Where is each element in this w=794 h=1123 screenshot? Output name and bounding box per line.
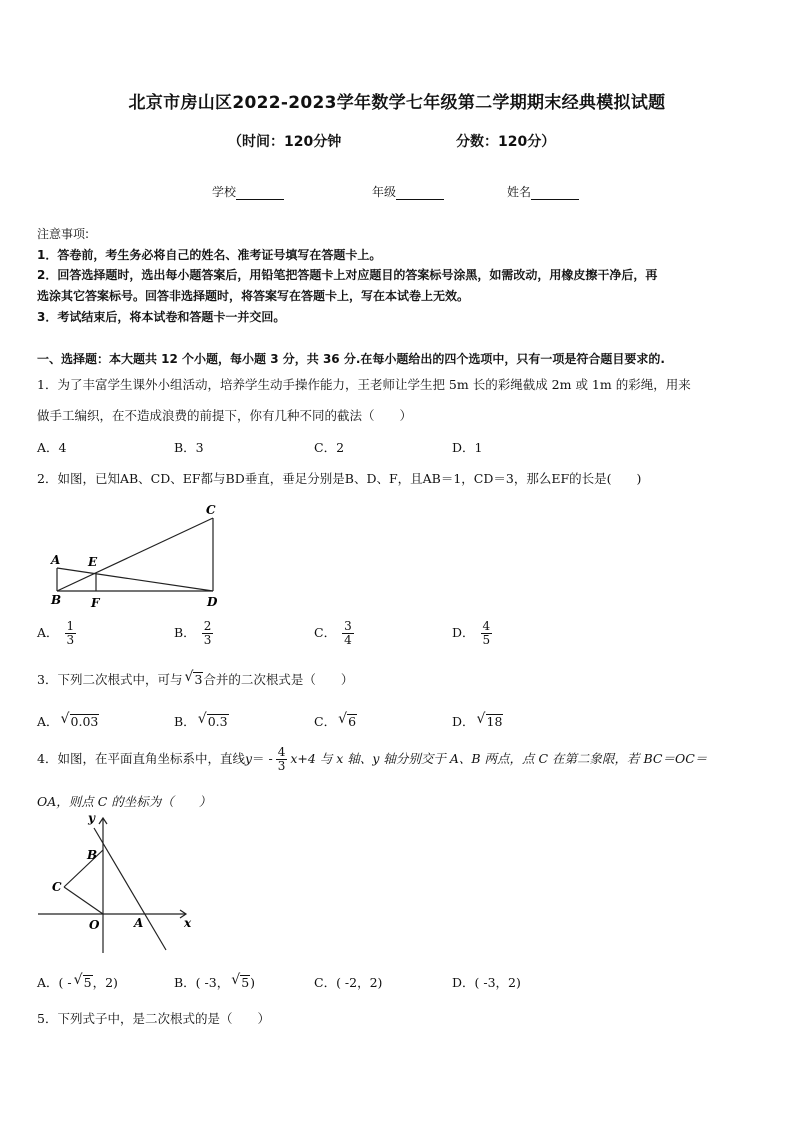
q4-line2: OA，则点 C 的坐标为（ ） [37, 794, 212, 809]
q3-option-a[interactable] [37, 712, 99, 730]
label-f: F [91, 596, 100, 610]
grade-blank[interactable] [396, 187, 444, 200]
q2-option-d-label: D． [452, 625, 475, 640]
q3-text [37, 670, 353, 688]
radicand: 0.03 [70, 714, 99, 729]
name-label: 姓名 [507, 185, 532, 199]
q3-post: 合并的二次根式是（ ） [203, 672, 354, 687]
q2-option-c-frac [342, 620, 354, 647]
q4-xterm: x+4 与 x 轴、y 轴分别交于 A、B 两点，点 C 在第二象限，若 BC＝OC＝ [290, 751, 708, 766]
section-1-heading: 一、选择题：本大题共 12 个小题，每小题 3 分，共 36 分.在每小题给出的四个选项中，只有一项是符合题目要求的. [37, 352, 665, 366]
q5-text: 5．下列式子中，是二次根式的是（ ） [37, 1011, 270, 1026]
frac-num: 4 [277, 745, 286, 759]
q4-eq: ＝ - [252, 751, 273, 766]
q4-option-a[interactable] [37, 973, 118, 991]
label-a: A [51, 553, 61, 567]
q2-option-d-frac [481, 620, 493, 647]
q2-option-a-frac [65, 620, 77, 647]
q2-option-c-label: C． [314, 625, 337, 640]
school-field [212, 183, 284, 200]
line-ab [94, 828, 166, 950]
q2-option-c[interactable] [314, 620, 354, 647]
q4-option-a-radical: √ 5 [73, 972, 92, 990]
q3-option-a-label: A． [37, 714, 59, 729]
q4-frac [276, 746, 288, 773]
q3-option-b-radical: √ 0.3 [197, 711, 228, 729]
frac-den: 4 [344, 633, 352, 647]
q4-option-b-label: B．( -3， [174, 975, 230, 990]
frac-den: 3 [203, 633, 212, 647]
q3-option-d-label: D． [452, 714, 475, 729]
q3-option-b[interactable] [174, 712, 229, 730]
q1-option-a[interactable]: A．4 [37, 440, 67, 455]
radicand: 0.3 [207, 714, 228, 729]
q4-y: y [244, 751, 253, 766]
q2-option-b[interactable] [174, 620, 213, 647]
q4-text [37, 746, 707, 773]
q3-radical: √ 3 [184, 669, 203, 687]
q4-option-b[interactable] [174, 973, 255, 991]
label-b: B [51, 593, 62, 607]
label-y: y [88, 811, 95, 825]
grade-field [372, 183, 444, 200]
radicand: 6 [348, 714, 357, 729]
q3-option-d[interactable] [452, 712, 503, 730]
q2-option-b-frac [202, 620, 214, 647]
label-c: C [206, 503, 216, 517]
note-2a: 2．回答选择题时，选出每小题答案后，用铅笔把答题卡上对应题目的答案标号涂黑，如需改动，用橡皮擦干净后，再 [37, 268, 658, 282]
page-title: 北京市房山区2022-2023学年数学七年级第二学期期末经典模拟试题 [128, 93, 666, 113]
frac-num: 1 [66, 619, 75, 633]
q3-option-c-radical: √ 6 [338, 711, 357, 729]
score-label: 分数：120分） [456, 134, 556, 150]
q2-option-d[interactable] [452, 620, 492, 647]
q4-figure [34, 808, 199, 958]
note-2b: 选涂其它答案标号。回答非选择题时，将答案写在答题卡上，写在本试卷上无效。 [37, 289, 470, 303]
q3-option-d-radical: √ 18 [476, 711, 503, 729]
q3-option-b-label: B． [174, 714, 196, 729]
frac-num: 2 [203, 619, 212, 633]
frac-den: 3 [277, 759, 286, 773]
q4-option-a-label: A．( - [37, 975, 72, 990]
school-label: 学校 [212, 185, 237, 199]
q3-option-c-label: C． [314, 714, 337, 729]
radicand: 18 [486, 714, 503, 729]
q1-option-b[interactable]: B．3 [174, 440, 204, 455]
name-field [507, 183, 579, 200]
radicand: 5 [241, 975, 250, 990]
q3-pre: 3．下列二次根式中，可与 [37, 672, 183, 687]
note-1: 1．答卷前，考生务必将自己的姓名、准考证号填写在答题卡上。 [37, 248, 382, 262]
frac-den: 5 [482, 633, 491, 647]
grade-label: 年级 [372, 185, 397, 199]
label-d: D [207, 595, 218, 609]
q2-option-b-label: B． [174, 625, 196, 640]
school-blank[interactable] [236, 187, 284, 200]
label-a: A [134, 916, 144, 930]
notes-heading: 注意事项: [37, 227, 90, 241]
q1-line1: 1．为了丰富学生课外小组活动，培养学生动手操作能力，王老师让学生把 5m 长的彩绳截成 2m 或 1m 的彩绳，用来 [37, 377, 691, 392]
q2-option-a[interactable] [37, 620, 76, 647]
q4-option-c[interactable]: C．( -2，2) [314, 975, 383, 990]
q2-option-a-label: A． [37, 625, 59, 640]
q2-figure [45, 498, 225, 613]
frac-num: 3 [344, 619, 352, 633]
frac-num: 4 [482, 619, 491, 633]
name-blank[interactable] [531, 187, 579, 200]
label-x: x [184, 916, 192, 930]
q3-radicand: 3 [194, 672, 203, 687]
radicand: 5 [83, 975, 92, 990]
segment-oc [64, 887, 103, 914]
q1-option-d[interactable]: D．1 [452, 440, 483, 455]
q1-option-c[interactable]: C．2 [314, 440, 345, 455]
q3-option-a-radical: √ 0.03 [60, 711, 99, 729]
q1-line2: 做手工编织，在不造成浪费的前提下，你有几种不同的截法（ ） [37, 408, 413, 423]
q4-option-b-tail: ) [250, 975, 256, 990]
q4-option-d[interactable]: D．( -3，2) [452, 975, 521, 990]
label-b: B [87, 848, 98, 862]
frac-den: 3 [66, 633, 75, 647]
time-label: （时间：120分钟 [228, 134, 342, 150]
q4-option-b-radical: √ 5 [231, 972, 250, 990]
q3-option-c[interactable] [314, 712, 357, 730]
q2-text: 2．如图，已知AB、CD、EF都与BD垂直，垂足分别是B、D、F，且AB＝1，CD＝3，那么EF的长是( ) [37, 471, 642, 486]
label-o: O [89, 918, 100, 932]
label-c: C [52, 880, 62, 894]
q4-option-a-tail: ，2) [92, 975, 118, 990]
note-3: 3．考试结束后，将本试卷和答题卡一并交回。 [37, 310, 286, 324]
q4-pre: 4．如图，在平面直角坐标系中，直线 [37, 751, 245, 766]
label-e: E [88, 555, 98, 569]
